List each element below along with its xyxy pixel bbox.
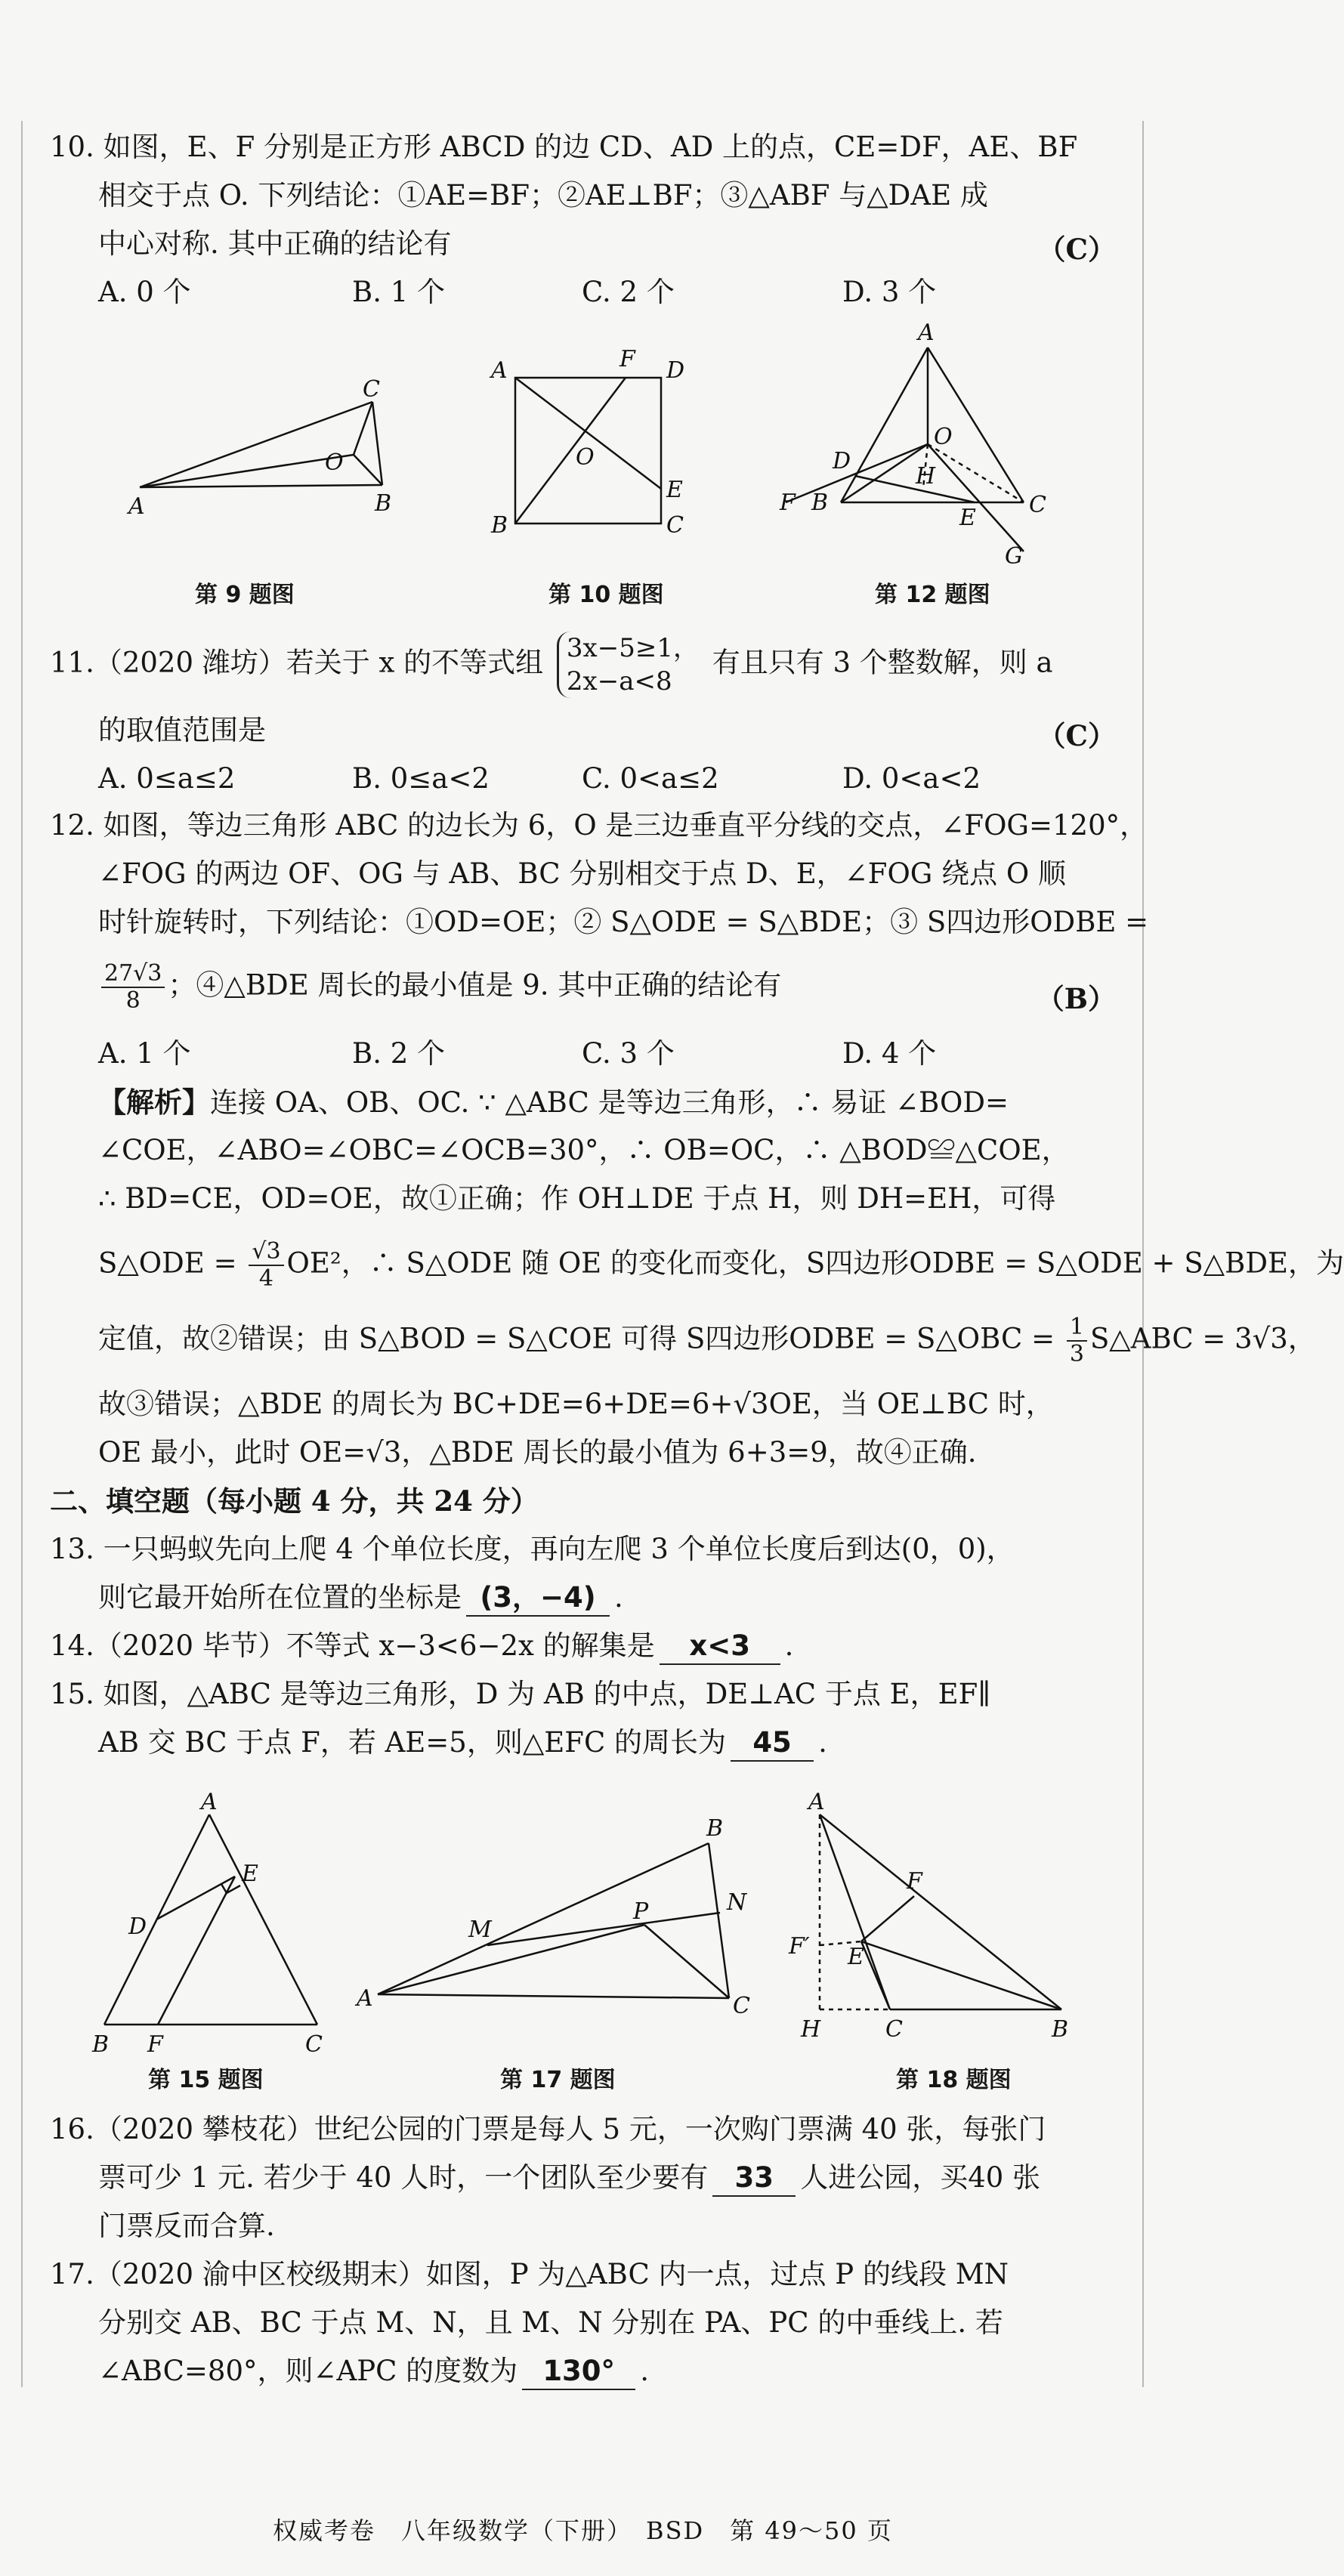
fig9-label-o: O xyxy=(325,449,344,476)
q12-line1: 12. 如图，等边三角形 ABC 的边长为 6，O 是三边垂直平分线的交点，∠FOG=120°， xyxy=(50,809,1148,842)
fig10-label-c: C xyxy=(666,512,684,539)
q10-line1: 10. 如图，E、F 分别是正方形 ABCD 的边 CD、AD 上的点，CE=DF，AE、BF xyxy=(50,131,1078,163)
q16-line2-text: 票可少 1 元. 若少于 40 人时，一个团队至少要有 xyxy=(98,2161,709,2194)
fig17-label-c: C xyxy=(733,1993,750,2019)
fig12-label-o: O xyxy=(934,424,953,450)
fig18-label-b: B xyxy=(1052,2016,1069,2043)
q14-line xyxy=(50,1629,793,1665)
q11-option-c: C. 0<a≤2 xyxy=(582,762,719,795)
figure-row-2 xyxy=(0,1789,1166,2058)
fig18-label-a: A xyxy=(808,1789,825,1815)
q11-option-a: A. 0≤a≤2 xyxy=(98,762,236,795)
fig9-label-c: C xyxy=(363,376,380,403)
jiexi-label: 【解析】 xyxy=(98,1086,210,1119)
q12-jiexi-line2: ∠COE，∠ABO=∠OBC=∠OCB=30°，∴ OB=OC，∴ △BOD≌△COE， xyxy=(98,1134,1070,1166)
q12-jiexi-line7: OE 最小，此时 OE=√3，△BDE 周长的最小值为 6+3=9，故④正确. xyxy=(98,1436,977,1469)
q12-line4-text: ；④△BDE 周长的最小值是 9. 其中正确的结论有 xyxy=(168,968,782,1002)
jiexi-5a: 定值，故②错误；由 S△BOD = S△COE 可得 S四边形ODBE = S△OBC = xyxy=(98,1322,1055,1355)
q16-answer-blank: 33 xyxy=(712,2161,796,2197)
q11-inequality-system xyxy=(557,632,699,698)
q12-answer: （B） xyxy=(1036,982,1116,1015)
jiexi-4a: S△ODE = xyxy=(98,1246,237,1280)
q13-line2 xyxy=(98,1580,623,1617)
fig15-label-a: A xyxy=(201,1789,218,1815)
q10-option-b: B. 1 个 xyxy=(352,276,446,308)
q17-answer-blank: 130° xyxy=(522,2354,635,2390)
caption-fig-10: 第 10 题图 xyxy=(548,582,664,608)
q11-option-d: D. 0<a<2 xyxy=(842,762,981,795)
figure-9 xyxy=(140,402,382,487)
caption-fig-17: 第 17 题图 xyxy=(500,2067,616,2093)
fig10-label-f: F xyxy=(619,346,635,372)
q16-line2-end: 人进公园，买40 张 xyxy=(800,2161,1041,2194)
q17-line3 xyxy=(98,2354,649,2390)
q12-fraction xyxy=(101,961,165,1014)
page-footer: 权威考卷 八年级数学（下册） BSD 第 49～50 页 xyxy=(273,2516,893,2545)
q10-answer: （C） xyxy=(1037,233,1116,266)
jiexi-4-frac-den: 4 xyxy=(258,1265,273,1292)
fig15-label-c: C xyxy=(305,2031,323,2058)
q11-option-b: B. 0≤a<2 xyxy=(352,762,490,795)
q15-line1: 15. 如图，△ABC 是等边三角形，D 为 AB 的中点，DE⊥AC 于点 E，EF∥ xyxy=(50,1678,991,1710)
q17-end: . xyxy=(640,2355,649,2387)
q10-option-c: C. 2 个 xyxy=(582,276,675,308)
q12-option-a: A. 1 个 xyxy=(98,1037,191,1070)
caption-fig-18: 第 18 题图 xyxy=(896,2067,1012,2093)
figure-row-1 xyxy=(0,317,1166,570)
q11-prefix: 11.（2020 潍坊）若关于 x 的不等式组 xyxy=(50,646,544,679)
q11-sys-line2: 2x−a<8 xyxy=(566,666,672,697)
q10-option-a: A. 0 个 xyxy=(98,276,191,308)
q12-option-c: C. 3 个 xyxy=(582,1037,675,1070)
jiexi-4-fraction xyxy=(249,1239,283,1292)
q12-option-d: D. 4 个 xyxy=(842,1037,937,1070)
fig10-label-d: D xyxy=(666,357,685,384)
fig15-label-f: F xyxy=(147,2031,163,2058)
q14-end: . xyxy=(784,1629,794,1662)
fig17-label-n: N xyxy=(727,1889,747,1916)
caption-fig-9: 第 9 题图 xyxy=(195,582,295,608)
fig9-label-a: A xyxy=(128,493,145,520)
fig18-label-f-prime: F′ xyxy=(789,1933,810,1960)
q10-line3: 中心对称. 其中正确的结论有 xyxy=(98,227,452,260)
q12-option-b: B. 2 个 xyxy=(352,1037,446,1070)
fig15-label-d: D xyxy=(128,1913,147,1940)
jiexi-5-fraction xyxy=(1067,1314,1087,1367)
fig10-label-b: B xyxy=(491,512,508,539)
q14-answer-blank: x<3 xyxy=(660,1629,780,1665)
figure-17 xyxy=(378,1843,729,1998)
q17-line1: 17.（2020 渝中区校级期末）如图，P 为△ABC 内一点，过点 P 的线段 MN xyxy=(50,2258,1009,2290)
fig18-label-e: E xyxy=(848,1944,864,1970)
q12-line4 xyxy=(98,961,781,1014)
q12-jiexi-line4 xyxy=(98,1239,1344,1292)
q12-frac-num: 27√3 xyxy=(101,961,165,988)
fig18-label-f: F xyxy=(907,1868,922,1895)
fig15-label-b: B xyxy=(92,2031,110,2058)
q17-line2: 分别交 AB、BC 于点 M、N，且 M、N 分别在 PA、PC 的中垂线上. 若 xyxy=(98,2306,1003,2339)
fig9-label-b: B xyxy=(375,490,392,517)
fig17-label-a: A xyxy=(357,1985,373,2012)
caption-fig-12: 第 12 题图 xyxy=(875,582,990,608)
q15-answer-blank: 45 xyxy=(731,1725,814,1762)
jiexi-5-frac-num: 1 xyxy=(1067,1314,1087,1342)
q11-suffix: 有且只有 3 个整数解，则 a xyxy=(712,646,1053,679)
q12-line3: 时针旋转时，下列结论：①OD=OE；② S△ODE = S△BDE；③ S四边形ODBE = xyxy=(98,906,1149,938)
jiexi-4b: OE²，∴ S△ODE 随 OE 的变化而变化，S四边形ODBE = S△ODE + S△BDE，为 xyxy=(286,1246,1344,1280)
q15-line2-text: AB 交 BC 于点 F，若 AE=5，则△EFC 的周长为 xyxy=(98,1726,727,1759)
figure-18 xyxy=(820,1815,1061,2009)
fig12-label-e: E xyxy=(959,505,976,531)
q16-line3: 门票反而合算. xyxy=(98,2210,275,2242)
q13-end: . xyxy=(614,1581,623,1614)
fig12-label-a: A xyxy=(918,320,935,346)
jiexi-text-1: 连接 OA、OB、OC. ∵ △ABC 是等边三角形，∴ 易证 ∠BOD= xyxy=(210,1086,1009,1119)
q12-jiexi-line6: 故③错误；△BDE 的周长为 BC+DE=6+DE=6+√3OE，当 OE⊥BC 时， xyxy=(98,1388,1054,1420)
fig12-label-h: H xyxy=(916,463,936,490)
jiexi-4-frac-num: √3 xyxy=(249,1239,283,1266)
jiexi-5-frac-den: 3 xyxy=(1069,1341,1084,1367)
q13-line1: 13. 一只蚂蚁先向上爬 4 个单位长度，再向左爬 3 个单位长度后到达(0，0)， xyxy=(50,1533,1015,1565)
fig10-label-a: A xyxy=(491,357,508,384)
q12-jiexi-line5 xyxy=(98,1314,1316,1367)
caption-fig-15: 第 15 题图 xyxy=(148,2067,264,2093)
q12-line2: ∠FOG 的两边 OF、OG 与 AB、BC 分别相交于点 D、E，∠FOG 绕点 O 顺 xyxy=(98,857,1066,890)
fig12-label-f: F xyxy=(780,490,796,516)
q16-line1: 16.（2020 攀枝花）世纪公园的门票是每人 5 元，一次购门票满 40 张，每张门 xyxy=(50,2113,1046,2145)
q12-jiexi-line1 xyxy=(98,1085,1009,1120)
q11-sys-line1: 3x−5≥1， xyxy=(566,633,699,663)
q15-end: . xyxy=(818,1726,827,1759)
q11-line2: 的取值范围是 xyxy=(98,714,266,746)
fig12-label-d: D xyxy=(833,448,851,474)
q17-line3-text: ∠ABC=80°，则∠APC 的度数为 xyxy=(98,2355,518,2387)
fig17-label-b: B xyxy=(706,1815,724,1842)
jiexi-5b: S△ABC = 3√3， xyxy=(1089,1322,1316,1355)
fig10-label-o: O xyxy=(576,444,595,471)
fig12-label-b: B xyxy=(811,490,829,516)
q13-answer-blank: (3，−4) xyxy=(466,1580,610,1617)
q15-line2 xyxy=(98,1725,827,1762)
fig18-label-h: H xyxy=(801,2016,821,2043)
fig12-label-g: G xyxy=(1005,543,1023,570)
fig12-label-c: C xyxy=(1029,492,1046,518)
q11-answer: （C） xyxy=(1037,719,1116,752)
fig17-label-m: M xyxy=(468,1917,492,1943)
fig10-label-e: E xyxy=(666,477,683,503)
q10-option-d: D. 3 个 xyxy=(842,276,937,308)
fig17-label-p: P xyxy=(633,1898,649,1925)
figure-12 xyxy=(786,347,1024,551)
q14-text: 14.（2020 毕节）不等式 x−3<6−2x 的解集是 xyxy=(50,1629,655,1662)
fig15-label-e: E xyxy=(242,1861,258,1887)
section-2-title: 二、填空题（每小题 4 分，共 24 分） xyxy=(50,1484,539,1518)
q11-line1 xyxy=(50,632,1053,698)
q12-jiexi-line3: ∴ BD=CE，OD=OE，故①正确；作 OH⊥DE 于点 H，则 DH=EH，可得 xyxy=(98,1182,1056,1215)
q13-line2-text: 则它最开始所在位置的坐标是 xyxy=(98,1581,462,1614)
q12-frac-den: 8 xyxy=(125,987,141,1014)
q16-line2 xyxy=(98,2161,1040,2197)
q10-line2: 相交于点 O. 下列结论：①AE=BF；②AE⊥BF；③△ABF 与△DAE 成 xyxy=(98,179,988,212)
fig18-label-c: C xyxy=(885,2016,903,2043)
